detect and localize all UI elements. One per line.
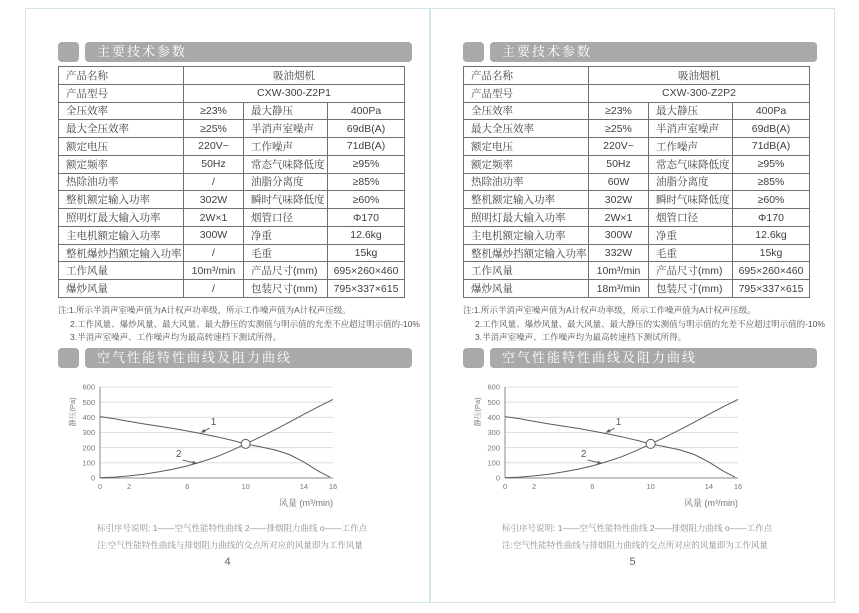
spec-value: 15kg [733, 244, 810, 262]
spec-value: 695×260×460 [733, 262, 810, 280]
section-bullet-square [58, 42, 79, 62]
spec-value: 220V~ [589, 138, 649, 156]
y-tick-label: 0 [90, 473, 95, 483]
manual-page-4 [25, 8, 430, 603]
spec-value: 50Hz [589, 155, 649, 173]
section-header-curves [463, 348, 817, 368]
note-line: 注:1.所示半消声室噪声值为A计权声功率级，所示工作噪声值为A计权声压级。 [463, 305, 756, 315]
table-row [464, 138, 810, 156]
spec-value: 吸油烟机 [184, 67, 405, 85]
chart-captions [502, 520, 772, 554]
y-tick-label: 300 [487, 428, 500, 438]
section-bullet-square [58, 348, 79, 368]
spec-table [58, 66, 405, 298]
spec-value: 695×260×460 [328, 262, 405, 280]
x-tick-label: 0 [502, 482, 508, 491]
spec-label: 额定电压 [59, 138, 184, 156]
spec-label: 工作噪声 [244, 138, 328, 156]
table-row [464, 102, 810, 120]
spec-value: ≥95% [733, 155, 810, 173]
spec-label: 净重 [649, 226, 733, 244]
section-bullet-square [463, 42, 484, 62]
spec-value: 71dB(A) [328, 138, 405, 156]
caption-line: 注:空气性能特性曲线与排烟阻力曲线的交点所对应的风量即为工作风量 [97, 540, 363, 550]
table-row [59, 191, 405, 209]
table-row [464, 84, 810, 102]
table-row [464, 262, 810, 280]
spec-label: 爆炒风量 [464, 280, 589, 298]
spec-value: 69dB(A) [328, 120, 405, 138]
spec-label: 整机爆炒挡额定输入功率 [59, 244, 184, 262]
y-tick-label: 0 [495, 473, 500, 483]
spec-label: 瞬时气味降低度 [649, 191, 733, 209]
table-row [464, 280, 810, 298]
air-performance-chart [58, 378, 404, 518]
spec-value: 10m³/min [184, 262, 244, 280]
spec-value: Φ170 [733, 209, 810, 227]
y-tick-label: 200 [82, 443, 95, 453]
spec-label: 毛重 [649, 244, 733, 262]
spec-value: 吸油烟机 [589, 67, 810, 85]
spec-value: ≥85% [733, 173, 810, 191]
spec-value: 12.6kg [328, 226, 405, 244]
spec-label: 烟管口径 [244, 209, 328, 227]
spec-value: 300W [589, 226, 649, 244]
leader-line [588, 460, 598, 462]
spec-value: ≥25% [184, 120, 244, 138]
spec-label: 最大全压效率 [464, 120, 589, 138]
spec-label: 毛重 [244, 244, 328, 262]
spec-label: 产品尺寸(mm) [244, 262, 328, 280]
spec-label: 产品尺寸(mm) [649, 262, 733, 280]
spec-value: 69dB(A) [733, 120, 810, 138]
air-performance-chart [463, 378, 809, 518]
y-tick-label: 200 [487, 443, 500, 453]
spec-value: ≥85% [328, 173, 405, 191]
spec-value: 2W×1 [184, 209, 244, 227]
caption-line: 标引序号说明: 1——空气性能特性曲线 2——排烟阻力曲线 o——工作点 [502, 523, 773, 533]
page-number: 5 [629, 556, 636, 568]
work-point [241, 439, 250, 448]
curve-2 [100, 399, 333, 477]
spec-value: 302W [589, 191, 649, 209]
y-axis-title: 静压(Pa) [473, 397, 482, 427]
table-row [59, 67, 405, 85]
caption-line: 注:空气性能特性曲线与排烟阻力曲线的交点所对应的风量即为工作风量 [502, 540, 768, 550]
leader-line [205, 428, 210, 430]
spec-label: 照明灯最大输入功率 [464, 209, 589, 227]
spec-label: 油脂分离度 [649, 173, 733, 191]
spec-value: 10m³/min [589, 262, 649, 280]
table-row [464, 209, 810, 227]
x-tick-label: 6 [590, 482, 595, 491]
y-tick-label: 400 [487, 412, 500, 422]
spec-label: 整机爆炒挡额定输入功率 [464, 244, 589, 262]
spec-label: 工作风量 [59, 262, 184, 280]
spec-label: 瞬时气味降低度 [244, 191, 328, 209]
section-bullet-square [463, 348, 484, 368]
spec-label: 整机额定输入功率 [59, 191, 184, 209]
note-line: 2.工作风量、爆炒风量、最大风量、最大静压的实测值与明示值的允差不应超过明示值的-10% [70, 318, 420, 329]
table-row [464, 244, 810, 262]
spec-value: ≥60% [733, 191, 810, 209]
table-row [59, 280, 405, 298]
spec-value: 2W×1 [589, 209, 649, 227]
note-line: 3.半消声室噪声、工作噪声均为最高转速档下测试所得。 [70, 332, 282, 342]
spec-value: 50Hz [184, 155, 244, 173]
y-tick-label: 500 [487, 397, 500, 407]
x-tick-label: 16 [328, 482, 338, 491]
y-axis-title: 静压(Pa) [68, 397, 77, 427]
page-number: 4 [224, 556, 231, 568]
table-row [464, 67, 810, 85]
x-tick-label: 2 [127, 482, 132, 491]
x-tick-label: 0 [97, 482, 103, 491]
spec-label: 产品型号 [59, 84, 184, 102]
spec-value: ≥23% [184, 102, 244, 120]
spec-label: 包装尺寸(mm) [649, 280, 733, 298]
caption-line: 标引序号说明: 1——空气性能特性曲线 2——排烟阻力曲线 o——工作点 [97, 523, 368, 533]
x-tick-label: 10 [646, 482, 655, 491]
spec-value: CXW-300-Z2P2 [589, 84, 810, 102]
spec-label: 工作风量 [464, 262, 589, 280]
spec-label: 爆炒风量 [59, 280, 184, 298]
table-row [59, 209, 405, 227]
spec-label: 工作噪声 [649, 138, 733, 156]
spec-label: 全压效率 [59, 102, 184, 120]
spec-value: 60W [589, 173, 649, 191]
spec-value: 300W [184, 226, 244, 244]
spec-value: 400Pa [733, 102, 810, 120]
spec-value: ≥95% [328, 155, 405, 173]
spec-label: 主电机额定输入功率 [464, 226, 589, 244]
x-axis-title: 风量 (m³/min) [684, 498, 738, 508]
x-tick-label: 14 [299, 482, 309, 491]
spec-label: 整机额定输入功率 [464, 191, 589, 209]
curve-label-1: 1 [615, 417, 622, 429]
spec-value: / [184, 173, 244, 191]
chart-captions [97, 520, 367, 554]
spec-value: 795×337×615 [733, 280, 810, 298]
spec-value: 220V~ [184, 138, 244, 156]
spec-label: 产品名称 [59, 67, 184, 85]
section-title: 主要技术参数 [85, 42, 412, 62]
y-tick-label: 600 [487, 382, 500, 392]
table-row [59, 244, 405, 262]
section-title: 主要技术参数 [490, 42, 817, 62]
curve-label-2: 2 [580, 449, 587, 461]
table-row [464, 191, 810, 209]
y-tick-label: 100 [487, 458, 500, 468]
table-row [59, 262, 405, 280]
spec-label: 额定频率 [59, 155, 184, 173]
note-line: 3.半消声室噪声、工作噪声均为最高转速档下测试所得。 [475, 332, 687, 342]
table-row [59, 120, 405, 138]
spec-value: Φ170 [328, 209, 405, 227]
y-tick-label: 500 [82, 397, 95, 407]
spec-label: 常态气味降低度 [649, 155, 733, 173]
spec-value: CXW-300-Z2P1 [184, 84, 405, 102]
spec-label: 最大静压 [649, 102, 733, 120]
y-tick-label: 100 [82, 458, 95, 468]
work-point [646, 439, 655, 448]
table-row [59, 155, 405, 173]
section-title: 空气性能特性曲线及阻力曲线 [490, 348, 817, 368]
spec-value: 71dB(A) [733, 138, 810, 156]
spec-value: 332W [589, 244, 649, 262]
spec-value: 12.6kg [733, 226, 810, 244]
table-row [59, 173, 405, 191]
spec-label: 半消声室噪声 [649, 120, 733, 138]
x-tick-label: 14 [704, 482, 714, 491]
spec-value: 400Pa [328, 102, 405, 120]
y-tick-label: 600 [82, 382, 95, 392]
spec-value: 302W [184, 191, 244, 209]
table-row [464, 226, 810, 244]
x-tick-label: 2 [532, 482, 537, 491]
spec-label: 净重 [244, 226, 328, 244]
spec-label: 半消声室噪声 [244, 120, 328, 138]
table-row [59, 226, 405, 244]
y-tick-label: 400 [82, 412, 95, 422]
manual-page-5 [430, 8, 835, 603]
spec-label: 照明灯最大输入功率 [59, 209, 184, 227]
table-row [59, 84, 405, 102]
spec-value: ≥60% [328, 191, 405, 209]
x-tick-label: 10 [241, 482, 250, 491]
spec-value: / [184, 280, 244, 298]
table-row [59, 102, 405, 120]
table-row [464, 173, 810, 191]
table-row [464, 120, 810, 138]
spec-label: 油脂分离度 [244, 173, 328, 191]
section-header-specs [463, 42, 817, 62]
section-header-curves [58, 348, 412, 368]
spec-value: 795×337×615 [328, 280, 405, 298]
spec-label: 全压效率 [464, 102, 589, 120]
spec-table [463, 66, 810, 298]
x-tick-label: 16 [733, 482, 743, 491]
table-row [59, 138, 405, 156]
spec-value: 18m³/min [589, 280, 649, 298]
notes [463, 304, 828, 345]
leader-line [610, 428, 615, 430]
notes [58, 304, 423, 345]
note-line: 注:1.所示半消声室噪声值为A计权声功率级，所示工作噪声值为A计权声压级。 [58, 305, 351, 315]
spec-label: 额定频率 [464, 155, 589, 173]
curve-2 [505, 399, 738, 477]
section-title: 空气性能特性曲线及阻力曲线 [85, 348, 412, 368]
spec-value: ≥23% [589, 102, 649, 120]
spec-value: ≥25% [589, 120, 649, 138]
table-row [464, 155, 810, 173]
spec-value: 15kg [328, 244, 405, 262]
spec-label: 热除油功率 [59, 173, 184, 191]
spec-label: 最大静压 [244, 102, 328, 120]
spec-label: 最大全压效率 [59, 120, 184, 138]
spec-label: 产品型号 [464, 84, 589, 102]
spec-label: 产品名称 [464, 67, 589, 85]
section-header-specs [58, 42, 412, 62]
curve-label-2: 2 [175, 449, 182, 461]
spec-value: / [184, 244, 244, 262]
leader-line [183, 460, 193, 462]
spec-label: 主电机额定输入功率 [59, 226, 184, 244]
spec-label: 包装尺寸(mm) [244, 280, 328, 298]
spec-label: 热除油功率 [464, 173, 589, 191]
curve-label-1: 1 [210, 417, 217, 429]
note-line: 2.工作风量、爆炒风量、最大风量、最大静压的实测值与明示值的允差不应超过明示值的-10% [475, 318, 825, 329]
spec-label: 烟管口径 [649, 209, 733, 227]
spec-label: 常态气味降低度 [244, 155, 328, 173]
y-tick-label: 300 [82, 428, 95, 438]
x-tick-label: 6 [185, 482, 190, 491]
spec-label: 额定电压 [464, 138, 589, 156]
x-axis-title: 风量 (m³/min) [279, 498, 333, 508]
